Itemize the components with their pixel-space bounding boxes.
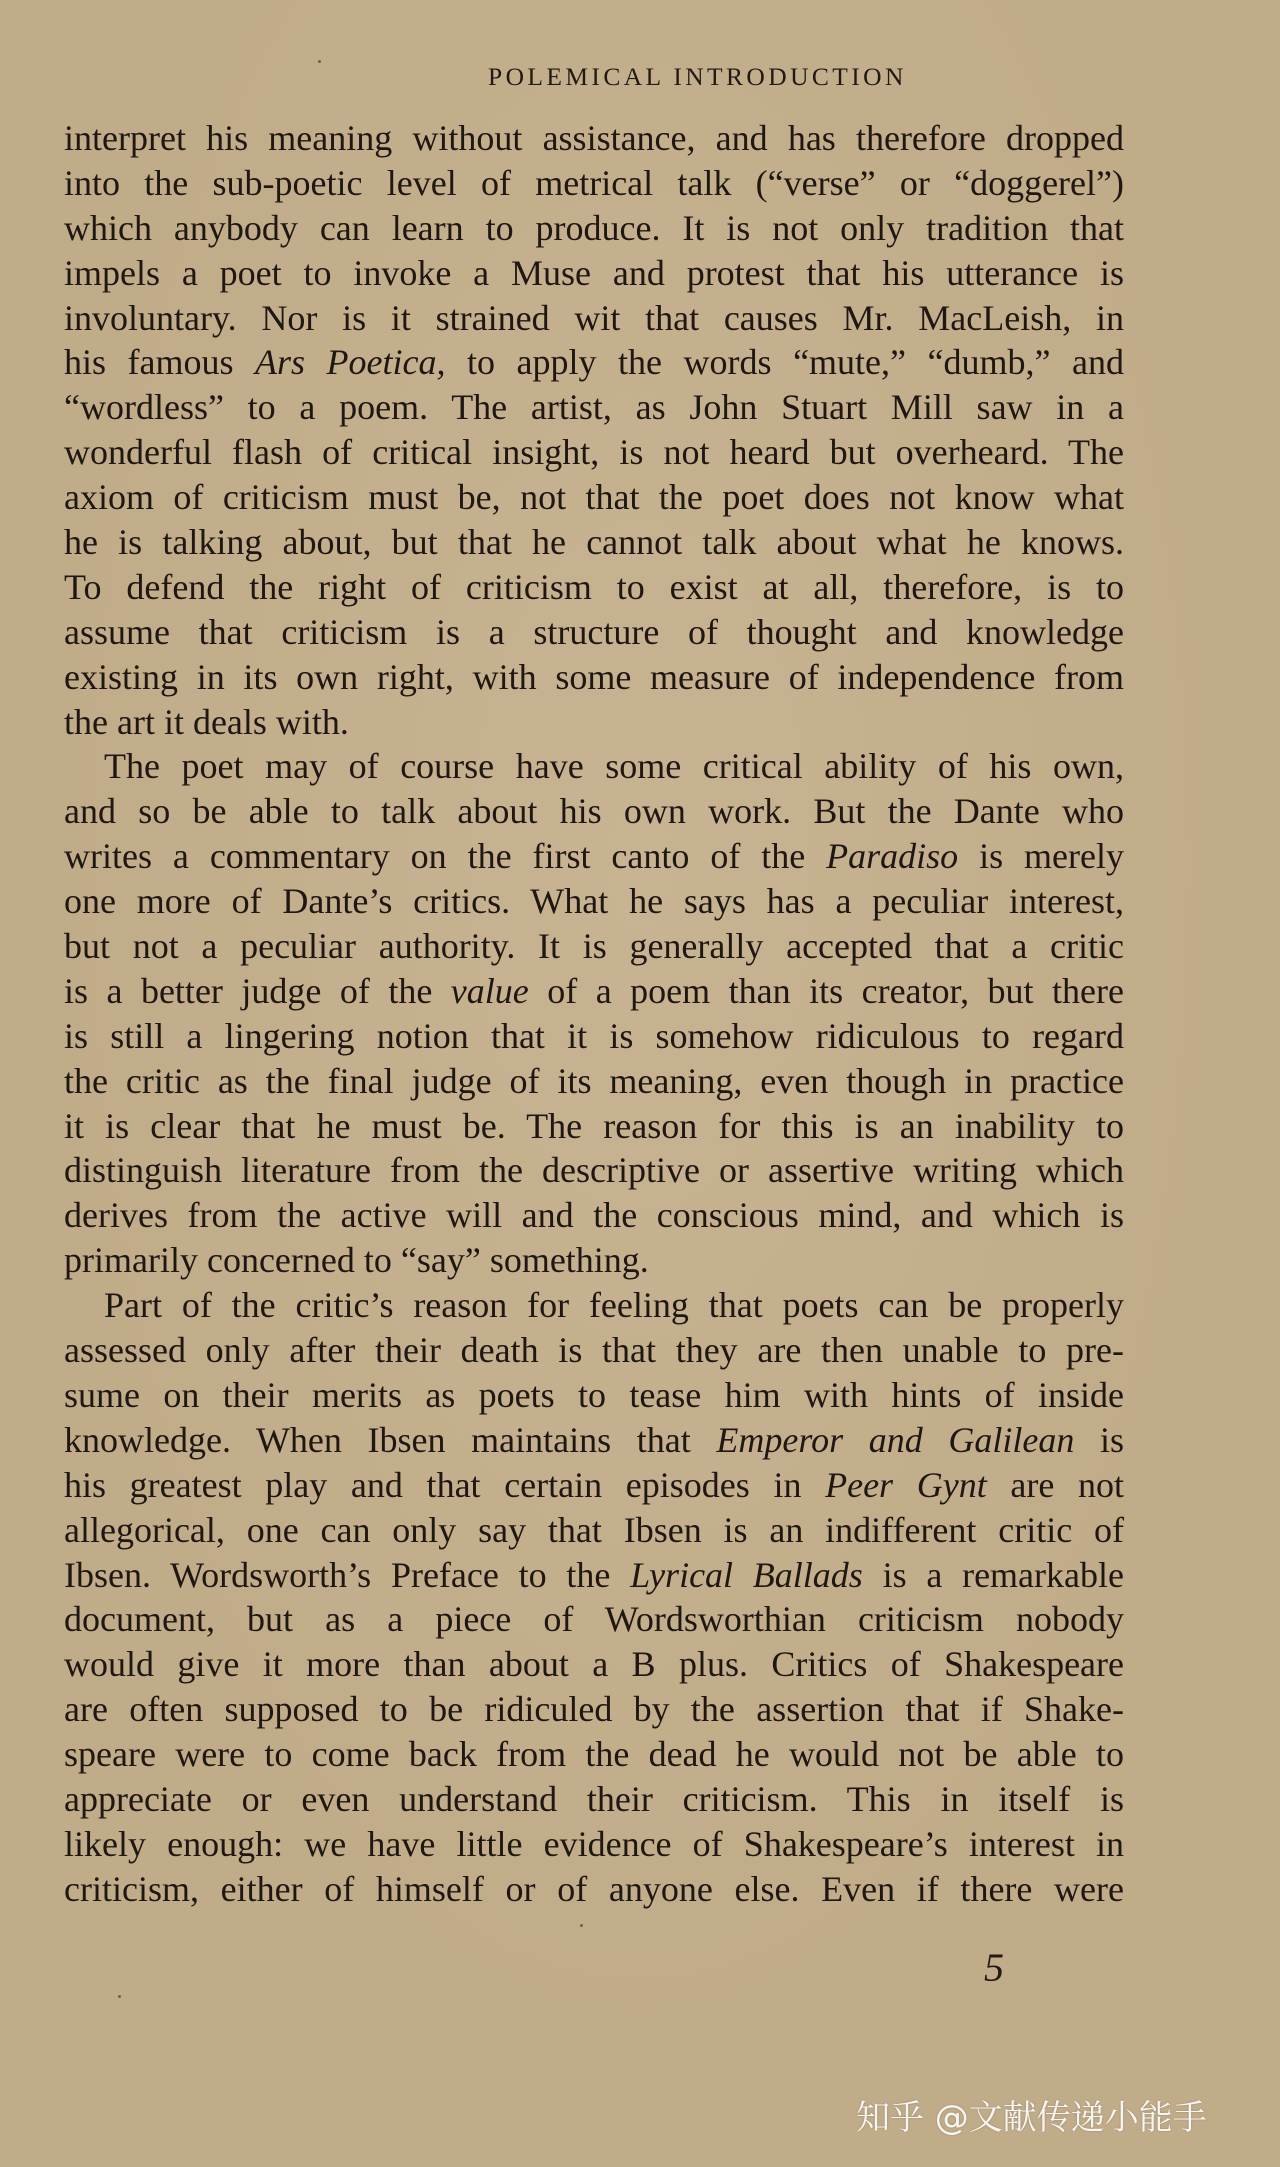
text-line	[64, 1418, 1124, 1463]
text-line	[64, 340, 1124, 385]
text-segment: To defend the right of criticism to exist at all, therefore, is to	[64, 566, 1124, 607]
text-segment: appreciate or even understand their criticism. This in itself is	[64, 1778, 1124, 1819]
italic-title: Ars Poetica,	[255, 342, 446, 383]
paper-speck	[318, 60, 321, 63]
text-line	[64, 296, 1124, 341]
text-segment: knowledge. When Ibsen maintains that	[64, 1419, 717, 1460]
text-segment: of a poem than its creator, but there	[528, 970, 1124, 1011]
watermark: 知乎 @文献传递小能手	[856, 2098, 1207, 2138]
text-segment: which anybody can learn to produce. It is not only tradition that	[64, 207, 1124, 248]
text-line	[64, 789, 1124, 834]
text-line	[64, 610, 1124, 655]
text-segment: sume on their merits as poets to tease him with hints of inside	[64, 1374, 1124, 1415]
text-line	[64, 1867, 1124, 1912]
text-segment: speare were to come back from the dead he would not be able to	[64, 1734, 1124, 1775]
text-line	[64, 1463, 1124, 1508]
italic-title: value	[450, 970, 529, 1011]
text-segment: his famous	[64, 342, 256, 383]
text-line	[64, 161, 1124, 206]
text-line	[64, 1687, 1124, 1732]
text-segment: is merely	[958, 836, 1124, 877]
text-line	[64, 1014, 1124, 1059]
text-segment: is a remarkable	[862, 1554, 1124, 1595]
text-line	[64, 744, 1124, 789]
italic-title: Lyrical Ballads	[630, 1554, 863, 1595]
text-segment: is	[1074, 1419, 1124, 1460]
text-segment: assume that criticism is a structure of thought and knowledge	[64, 611, 1124, 652]
text-segment: he is talking about, but that he cannot talk about what he knows.	[64, 522, 1124, 563]
text-line	[64, 251, 1124, 296]
text-segment: into the sub-poetic level of metrical talk (“verse” or “doggerel”)	[64, 162, 1124, 203]
text-segment: The poet may of course have some critical ability of his own,	[104, 746, 1124, 787]
paragraph	[64, 116, 1124, 744]
text-line	[64, 1328, 1124, 1373]
text-line	[64, 969, 1124, 1014]
text-line	[64, 834, 1124, 879]
text-line	[64, 385, 1124, 430]
text-segment: allegorical, one can only say that Ibsen is an indifferent critic of	[64, 1509, 1124, 1550]
text-line	[64, 1238, 1124, 1283]
text-segment: one more of Dante’s critics. What he says has a peculiar interest,	[64, 881, 1124, 922]
text-line	[64, 1777, 1124, 1822]
text-line	[64, 1373, 1124, 1418]
text-segment: criticism, either of himself or of anyone else. Even if there were	[64, 1868, 1124, 1909]
italic-title: Emperor and Galilean	[716, 1419, 1075, 1460]
text-segment: assessed only after their death is that they are then unable to pre-	[64, 1330, 1124, 1371]
text-segment: existing in its own right, with some measure of independence from	[64, 656, 1124, 697]
text-segment: his greatest play and that certain episodes in	[64, 1464, 826, 1505]
text-segment: axiom of criticism must be, not that the poet does not know what	[64, 477, 1124, 518]
text-segment: impels a poet to invoke a Muse and protest that his utterance is	[64, 252, 1124, 293]
text-segment: likely enough: we have little evidence of Shakespeare’s interest in	[64, 1823, 1124, 1864]
text-segment: “wordless” to a poem. The artist, as John Stuart Mill saw in a	[64, 387, 1124, 428]
text-line	[64, 1732, 1124, 1777]
text-segment: primarily concerned to “say” something.	[64, 1240, 649, 1281]
text-segment: derives from the active will and the conscious mind, and which is	[64, 1195, 1124, 1236]
paragraph	[64, 744, 1124, 1283]
text-line	[64, 1597, 1124, 1642]
text-line	[64, 1104, 1124, 1149]
text-line	[64, 1148, 1124, 1193]
paper-speck	[580, 1924, 583, 1927]
page-number: 5	[984, 1945, 1004, 1990]
text-segment: the art it deals with.	[64, 701, 349, 742]
text-segment: would give it more than about a B plus. Critics of Shakespeare	[64, 1644, 1124, 1685]
text-line	[64, 1508, 1124, 1553]
text-segment: writes a commentary on the first canto of the	[64, 836, 827, 877]
text-segment: wonderful flash of critical insight, is not heard but overheard. The	[64, 432, 1124, 473]
text-segment: distinguish literature from the descriptive or assertive writing which	[64, 1150, 1124, 1191]
text-line	[64, 924, 1124, 969]
italic-title: Paradiso	[826, 836, 959, 877]
text-line	[64, 116, 1124, 161]
text-segment: document, but as a piece of Wordsworthian criticism nobody	[64, 1599, 1124, 1640]
text-segment: are often supposed to be ridiculed by the assertion that if Shake-	[64, 1689, 1124, 1730]
text-line	[64, 1553, 1124, 1598]
text-line	[64, 1283, 1124, 1328]
text-segment: Ibsen. Wordsworth’s Preface to the	[64, 1554, 631, 1595]
text-line	[64, 520, 1124, 565]
text-line	[64, 475, 1124, 520]
text-segment: is a better judge of the	[64, 970, 451, 1011]
italic-title: Peer Gynt	[825, 1464, 987, 1505]
running-head: POLEMICAL INTRODUCTION	[488, 62, 907, 91]
text-segment: and so be able to talk about his own work. But the Dante who	[64, 791, 1124, 832]
text-segment: involuntary. Nor is it strained wit that causes Mr. MacLeish, in	[64, 297, 1124, 338]
text-segment: but not a peculiar authority. It is generally accepted that a critic	[64, 926, 1124, 967]
text-line	[64, 655, 1124, 700]
text-line	[64, 430, 1124, 475]
text-segment: is still a lingering notion that it is somehow ridiculous to regard	[64, 1015, 1124, 1056]
text-segment: it is clear that he must be. The reason for this is an inability to	[64, 1105, 1124, 1146]
text-segment: interpret his meaning without assistance, and has therefore dropped	[64, 118, 1124, 158]
text-segment: the critic as the final judge of its meaning, even though in practice	[64, 1060, 1124, 1101]
text-line	[64, 1059, 1124, 1104]
text-segment: to apply the words “mute,” “dumb,” and	[445, 342, 1124, 383]
text-line	[64, 206, 1124, 251]
text-line	[64, 1642, 1124, 1687]
text-segment: Part of the critic’s reason for feeling that poets can be properly	[104, 1285, 1124, 1326]
text-segment: are not	[986, 1464, 1124, 1505]
text-line	[64, 879, 1124, 924]
text-line	[64, 565, 1124, 610]
text-line	[64, 1193, 1124, 1238]
paragraph	[64, 1283, 1124, 1911]
text-line	[64, 700, 1124, 745]
paper-speck	[118, 1995, 121, 1998]
text-line	[64, 1822, 1124, 1867]
body-text	[64, 116, 1124, 1912]
